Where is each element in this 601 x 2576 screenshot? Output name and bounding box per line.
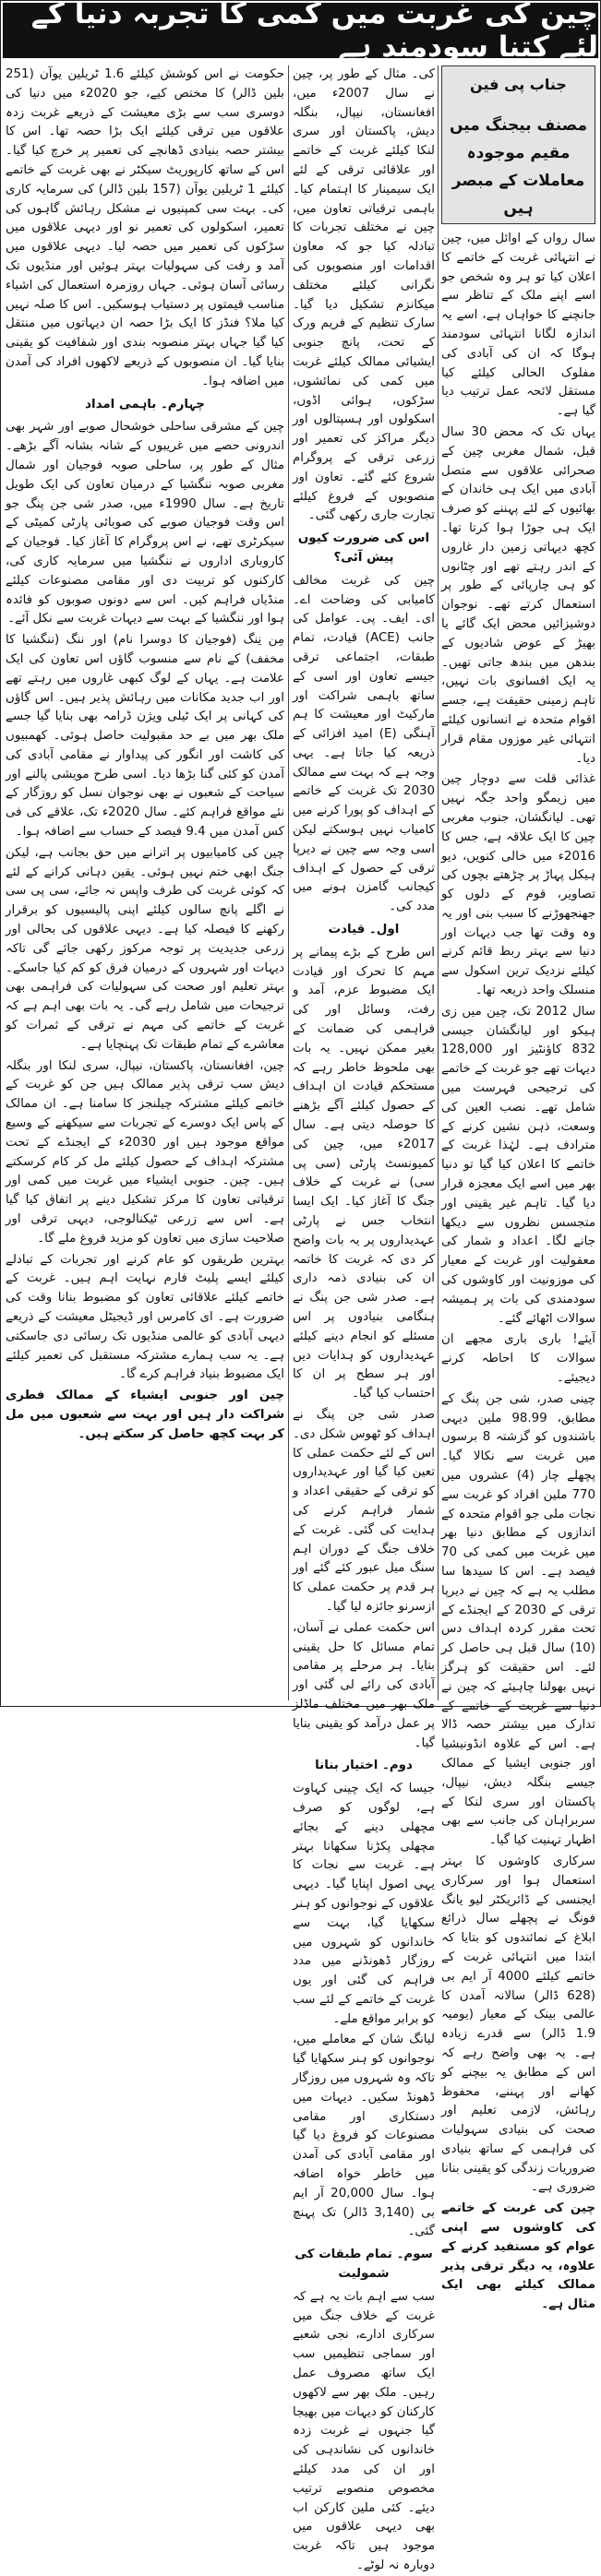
paragraph: اس طرح کے بڑے پیمانے پر مہم کا تحرک اور قیادت ایک مضبوط عزم، آمد و رفت، وسائل اور کی فراہمی کی ضمانت کے بغیر ممکن نہیں۔ یہ بات بھی ملحوظ خاطر رہے کہ مستحکم قیادت ان اہداف کے حصول کیلئے آگے بڑھنے کا حوصلہ دیتی ہے۔ سال 2017ء میں، چین کی کمیونسٹ پارٹی (سی پی سی) نے غربت کے خلاف جنگ کا آغاز کیا۔ ایک ایسا انتخاب جس نے پارٹی عہدیداروں پر یہ بات واضح کر دی کہ غربت کا خاتمہ ان کی بنیادی ذمہ داری ہے۔ صدر شی جن پنگ نے ہنگامی بنیادوں پر اس مسئلے کو انجام دینے کیلئے عہدیداروں کو ہدایات دیں اور ہر سطح پر ان کا احتساب کیا گیا۔ (293, 945, 435, 1401)
paragraph: بہترین طریقوں کو عام کرنے اور تجربات کے تبادلے کیلئے ایسے پلیٹ فارم نہایت اہم ہیں۔ غربت کے خاتمے کیلئے علاقائی تعاون کو مضبوط بنانا وقت کی ضرورت ہے۔ ای کامرس اور ڈیجیٹل معیشت کے ذریعے دیہی آبادی کو عالمی منڈیوں تک رسائی دی جاسکتی ہے۔ یہ سب ہمارے مشترکہ مستقبل کی تعمیر کیلئے ایک مضبوط بنیاد فراہم کرے گا۔ (6, 1252, 284, 1382)
section-heading: سوم۔ تمام طبقات کی شمولیت (294, 2248, 433, 2282)
column-divider (288, 66, 289, 1700)
section-heading: چہارم۔ باہمی امداد (85, 397, 205, 411)
paragraph: حکومت نے اس کوشش کیلئے 1.6 ٹریلین یوآن (251 بلین ڈالر) کا مختص کیے، جو 2020ء میں دنیا کی دوسری سب سے بڑی معیشت کے ذریعے غربت زدہ علاقوں میں ترقی کیلئے ایک بڑا حصہ تھا۔ اس کا بیشتر حصہ بنیادی ڈھانچے کی تعمیر پر خرچ کیا گیا۔ اس کے ساتھ کارپوریٹ سیکٹر نے بھی غربت کے خاتمے کیلئے 1 ٹریلین یوآن (157 بلین ڈالر) کی سرمایہ کاری کی۔ بہت سی کمپنیوں نے مشکل رہائش گاہوں کی تعمیر، اسکولوں کی تعمیر نو اور دیہی علاقوں میں سڑکوں کی تعمیر میں حصہ لیا۔ دیہی علاقوں میں آمد و رفت کی سہولیات بہتر ہوئیں اور منڈیوں تک رسائی آسان ہوئی۔ جہاں روزمرہ استعمال کی اشیاء مناسب قیمتوں پر دستیاب ہوسکیں۔ اس کا صلہ نہیں کیا ملا؟ فنڈز کا ایک بڑا حصہ ان دیہاتوں میں منتقل کیا گیا جہاں بہتر منصوبہ بندی اور شفافیت کو یقینی بنایا گیا۔ ان منصوبوں کے ذریعے لاکھوں افراد کی آمدن میں اضافہ ہوا۔ (6, 67, 285, 388)
paragraph: اس حکمت عملی نے آسان، تمام مسائل کا حل یقینی بنایا۔ ہر مرحلے پر مقامی آبادی کی رائے لی گئی اور ملک بھر میں مختلف ماڈلز پر عمل درآمد کو یقینی بنایا گیا۔ (293, 1620, 435, 1750)
paragraph: سب سے اہم بات یہ ہے کہ غربت کے خلاف جنگ میں سرکاری ادارے، نجی شعبے اور سماجی تنظیمیں سب ایک ساتھ مصروف عمل رہیں۔ ملک بھر سے لاکھوں کارکنان کو دیہات میں بھیجا گیا جنہوں نے غربت زدہ خاندانوں کی نشاندہی کی اور ان کی مدد کیلئے مخصوص منصوبے ترتیب دیئے۔ کئی ملین کارکن اب بھی دیہی علاقوں میں موجود ہیں تاکہ غربت دوبارہ نہ لوٹے۔ (293, 2289, 435, 2572)
paragraph: سال رواں کے اوائل میں، چین نے انتہائی غربت کے خاتمے کا اعلان کیا تو ہر وہ شخص جو اسے اپنے ملک کے تناظر سے جانچنے کا خواہاں ہے، اسے یہ اندازہ لگانا انتہائی سودمند ہوگا کہ ان کی آبادی کی مفلوک الحالی کیلئے کیا مستقل لائحہ عمل ترتیب دیا گیا ہے۔ (441, 232, 595, 419)
byline-box (441, 66, 595, 224)
paragraph: جیسا کہ ایک چینی کہاوت ہے، لوگوں کو صرف مچھلی دینے کے بجائے مچھلی پکڑنا سکھانا بہتر ہے۔ غربت سے نجات کا یہی اصول اپنایا گیا۔ دیہی علاقوں کے نوجوانوں کو ہنر سکھایا گیا، بہت سے خاندانوں کو شہروں میں روزگار ڈھونڈنے میں مدد فراہم کی گئی اور یوں غربت کے خاتمے کے لئے سب کو برابر مواقع ملے۔ (293, 1782, 435, 2026)
paragraph: سال 2012 تک، چین میں زی ہیکو اور لیانگشان جیسی 832 کاؤنٹیز اور 128,000 دیہات تھے جو غربت کے خاتمے کی ترجیحی فہرست میں شامل تھے۔ نصب العین کی وسعت، ذہن نشین کرنے کے مترادف ہے۔ لہٰذا غربت کے خاتمے کا اعلان کیا گیا تو دنیا بھر میں اسے ایک معجزہ قرار دیا گیا۔ تاہم غیر یقینی اور متجسس نظروں سے دیکھا جانے لگا۔ اعداد و شمار کی معقولیت اور غربت کے معیار کی موزونیت اور کاوشوں کی سودمندی کی بات پر ہمیشہ سوالات اٹھائے گئے۔ (441, 1004, 595, 1326)
column-middle (293, 66, 436, 2572)
paragraph: آیئے! باری باری مجھے ان سوالات کا احاطہ کرنے دیجیئے۔ (441, 1332, 595, 1386)
paragraph: سرکاری کاوشوں کا بہتر استعمال ہوا اور سرکاری ایجنسی کے ڈائریکٹر لیو یانگ فونگ نے پچھلے سال ذرائع ابلاغ کے نمائندوں کو بتایا کہ ابتدا میں انتہائی غربت کے خاتمے کیلئے 4000 آر ایم بی (628 ڈالر) سالانہ آمدن کا عالمی بینک کے معیار (یومیہ 1.9 ڈالر) سے قدرے زیادہ ہے۔ یہ بھی واضح رہے کہ اس کے مطابق یہ بیچنے کو کھانے اور پہننے، محفوظ رہائش، لازمی تعلیم اور صحت کی بنیادی سہولیات کی فراہمی کے ساتھ بنیادی ضروریات زندگی کو یقینی بنانا ضروری ہے۔ (441, 1854, 595, 2195)
headline-banner (3, 0, 598, 64)
paragraph: صدر شی جن پنگ نے اہداف کو ٹھوس شکل دی۔ اس کے لئے حکمت عملی کا تعین کیا گیا اور عہدیداروں کو ترقی کے حقیقی اعداد و شمار فراہم کرنے کی ہدایت کی گئی۔ غربت کے خلاف جنگ کے دوران اہم سنگ میل عبور کئے گئے اور ہر قدم پر حکمت عملی کا ازسرنو جائزہ لیا گیا۔ (293, 1407, 435, 1614)
paragraph: چین کے مشرقی ساحلی خوشحال صوبے اور شہر بھی اندرونی حصے میں غریبوں کے شانہ بشانہ آگے بڑھے۔ مثال کے طور پر، ساحلی صوبہ فوجیان اور شمال مغربی صوبہ ننگشیا کے درمیان تعاون کی ایک طویل تاریخ ہے۔ سال 1990ء میں، صدر شی جن پنگ جو اس وقت فوجیان صوبے کی صوبائی پارٹی کمیٹی کے سیکرٹری تھے، نے اس پروگرام کا آغاز کیا۔ فوجیان کے کاروباری اداروں نے ننگشیا میں سرمایہ کاری کی، کارکنوں کو تربیت دی اور مقامی مصنوعات کیلئے منڈیاں فراہم کیں۔ اس سے دونوں صوبوں کو فائدہ ہوا اور ننگشیا کے بہت سے دیہات غربت سے نکل آئے۔ (6, 420, 284, 626)
paragraph: کی۔ مثال کے طور پر، چین نے سال 2007ء میں، افغانستان، نیپال، بنگلہ دیش، پاکستان اور سری لنکا کیلئے غربت کے خاتمے اور علاقائی ترقی کے لئے ایک سیمینار کا اہتمام کیا۔ باہمی ترقیاتی تعاون میں، چین نے مختلف تجربات کا تبادلہ کیا جو کہ معاون اقدامات اور منصوبوں کی نگرانی کیلئے مختلف میکانزم تشکیل دیا گیا۔ سارک تنظیم کے فریم ورک کے تحت، پانچ جنوبی ایشیائی ممالک کیلئے غربت میں کمی کی نمائشوں، سڑکوں، ہوائی اڈوں، اسکولوں اور ہسپتالوں اور دیگر مراکز کی تعمیر اور زرعی ترقی کے پروگرام شروع کئے گئے۔ تعاون اور منصوبوں کے فروغ کیلئے تجارت جاری رکھی گئی۔ (293, 67, 435, 523)
column-left (6, 66, 284, 1704)
paragraph: چین اور جنوبی ایشیاء کے ممالک فطری شراکت دار ہیں اور بہت سے شعبوں میں مل کر بہت کچھ حاصل کر سکتے ہیں۔ (6, 1389, 284, 1441)
section-heading: اول۔ قیادت (328, 923, 400, 937)
paragraph: مِن نِنگ (فوجیان کا دوسرا نام) اور ننگ (ننگشیا کا مخفف) کے نام سے منسوب گاؤں اس تعاون کی ایک علامت ہے۔ یہاں کے لوگ کبھی غاروں میں رہتے تھے اور اب جدید مکانات میں رہائش پذیر ہیں۔ اس گاؤں کی کہانی پر ایک ٹیلی ویژن ڈرامہ بھی بنایا گیا جسے ملک بھر میں بے حد مقبولیت حاصل ہوئی۔ کھمبیوں کی کاشت اور انگور کی پیداوار نے مقامی آبادی کی آمدن کو کئی گنا بڑھا دیا۔ اسی طرح مویشی پالنے اور سیاحت کے شعبوں نے بھی نوجوان نسل کو روزگار کے نئے مواقع فراہم کئے۔ سال 2020ء تک، علاقے کی فی کس آمدن میں 9.4 فیصد کے حساب سے اضافہ ہوا۔ (6, 633, 284, 840)
author-role: مصنف بیجنگ میں مقیم موجودہ معاملات کے مبصر ہیں (450, 115, 587, 218)
paragraph: یہاں تک کہ محض 30 سال قبل، شمال مغربی چین کے صحرائی علاقوں سے متصل آبادی میں ایک ہی خاندان کے بھائیوں کے لئے پہننے کو صرف ایک ہی جوڑا ہوا کرتا تھا۔ کچھ دیہاتی زمین دار غاروں کے اندر رہتے تھے اور چٹانوں کو ہی چارپائی کے طور پر استعمال کرتے تھے۔ نوجوان دوشیزائیں محض ایک گائے یا بھیڑ کے عوض شادیوں کے بندھن میں بندھ جاتی تھیں۔ یہ ایک افسانوی بات نہیں، تاہم زمینی حقیقت ہے، جسے اقوام متحدہ نے انسانوں کیلئے انتہائی غیر موزوں مقام قرار دیا۔ (441, 424, 595, 766)
paragraph: غذائی قلت سے دوچار چین میں زیمگو واحد جگہ نہیں تھی۔ لیانگشان، جنوب مغربی چین کا ایک علاقہ ہے، جس کا 2016ء میں خالی کنویں، دیو ہیکل پہاڑ پر چڑھتے بچوں کی تصاویر، قوم کے دلوں کو جھنجھوڑنے کا سبب بنی اور یہ وہ وقت تھا جب دیہات اور دنیا سے بہتر ربط قائم کرنے کیلئے نزدیک ترین اسکول سے منسلک واحد ذریعہ تھا۔ (441, 772, 595, 998)
headline-text: چین کی غربت میں کمی کا تجربہ دنیا کے لئے کتنا سودمند ہے (30, 0, 598, 64)
column-divider (438, 66, 439, 1700)
paragraph: چین، افغانستان، پاکستان، نیپال، سری لنکا اور بنگلہ دیش سب ترقی پذیر ممالک ہیں جن کو غربت کے خاتمے کیلئے مشترکہ چیلنجز کا سامنا ہے۔ ان ممالک کے پاس ایک دوسرے کے تجربات سے سیکھنے کے وسیع مواقع موجود ہیں اور 2030ء کے ایجنڈے کے تحت مشترکہ اہداف کے حصول کیلئے مل کر کام کرسکتے ہیں۔ چین۔ جنوبی ایشیاء میں غربت میں کمی اور ترقیاتی تعاون کا مرکز تشکیل دینے پر اتفاق کیا گیا ہے۔ اس سے زرعی ٹیکنالوجی، دیہی ترقی اور صلاحیت سازی میں تعاون کو مزید فروغ ملے گا۔ (6, 1058, 284, 1246)
section-heading: اس کی ضرورت کیوں پیش آئی؟ (297, 531, 430, 565)
column-right (441, 66, 595, 2312)
paragraph: چین کی غربت کے خاتمے کی کاوشوں سے اپنی عوام کو مستفید کرنے کے علاوہ، یہ دیگر ترقی پذیر ممالک کیلئے بھی ایک مثال ہے۔ (441, 2201, 595, 2312)
section-heading: دوم۔ اختیار بنانا (315, 1759, 413, 1773)
paragraph: لیانگ شان کے معاملے میں، نوجوانوں کو ہنر سکھایا گیا تاکہ وہ شہروں میں روزگار ڈھونڈ سکیں۔ دیہات میں دستکاری اور مقامی مصنوعات کو فروغ دیا گیا اور مقامی آبادی کی آمدن میں خاطر خواہ اضافہ ہوا۔ سال 20,000 آر ایم بی (3,140 ڈالر) تک پہنچ گئی۔ (293, 2033, 436, 2239)
author-name: جناب پی فین (470, 76, 567, 93)
paragraph: چین کی کامیابیوں پر اترانے میں حق بجانب ہے، لیکن جنگ ابھی ختم نہیں ہوئی۔ یقین دہانی کرانے کے لئے کہ کوئی غربت کی طرف واپس نہ جائے، سی پی سی نے اگلے پانچ سالوں کیلئے اپنی پالیسیوں کو برقرار رکھنے کا فیصلہ کیا ہے۔ دیہی علاقوں کی بحالی اور زرعی جدیدیت پر توجہ مرکوز رکھی جائے گی تاکہ دیہات اور شہروں کے درمیان فرق کو کم کیا جاسکے۔ بہتر تعلیم اور صحت کی سہولیات کی فراہمی بھی ترجیحات میں شامل رہے گی۔ یہ بات بھی اہم ہے کہ غربت کے خاتمے کی مہم نے ترقی کے ثمرات کو معاشرے کے تمام طبقات تک پہنچایا ہے۔ (6, 845, 284, 1052)
paragraph: چین کی غربت مخالف کامیابی کی وضاحت اے۔ ای۔ ایف۔ پی۔ عوامل کی جانب (ACE) قیادت، تمام طبقات، اجتماعی ترقی جیسے تعاون اور اسی کے ساتھ باہمی شراکت اور مارکیٹ اور معیشت کا ہم آہنگی (E) امید افزائی کے ذریعہ کیا جاتا ہے۔ یہی وجہ ہے کہ بہت سے ممالک 2030 تک غربت کے خاتمے کے اہداف کو پورا کرنے میں کامیاب نہیں ہوسکتے لیکن اسی وجہ سے چین نے دیرپا ترقی کے حصول کے اہداف کیجانب گامزن ہونے میں مدد کی۔ (293, 573, 435, 914)
paragraph: چینی صدر، شی جن پنگ کے مطابق، 98.99 ملین دیہی باشندوں کو گزشتہ 8 برسوں میں غربت سے نکالا گیا۔ پچھلے چار (4) عشروں میں 770 ملین افراد کو غربت سے نجات ملی جو اقوام متحدہ کے اندازوں کے مطابق دنیا بھر میں غربت میں کمی کی 70 فیصد ہے۔ اس کا سیدھا سا مطلب یہ ہے کہ چین نے دیرپا ترقی کے 2030 کے ایجنڈے کے تحت مقرر کردہ اہداف دس (10) سال قبل ہی حاصل کر لئے۔ اس حقیقت کو ہرگز نہیں بھولنا چاہیئے کہ چین نے دنیا سے غربت کے خاتمے کے تدارک میں بیشتر حصہ ڈالا ہے۔ اس کے علاوہ انڈونیشیا اور جنوبی ایشیا کے ممالک جیسے بنگلہ دیش، نیپال، پاکستان اور سری لنکا کے سربراہان کی جانب سے بھی اظہار تہنیت کیا گیا۔ (441, 1391, 595, 1848)
